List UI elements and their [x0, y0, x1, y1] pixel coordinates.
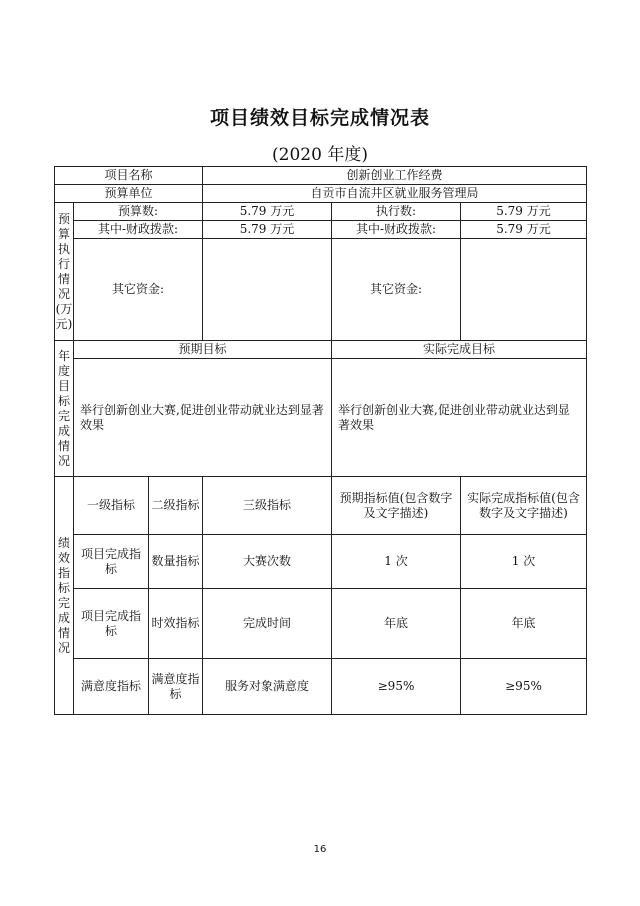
- budget-amount-label: 预算数:: [74, 203, 203, 221]
- row-level1: 满意度指标: [74, 659, 149, 715]
- row-level3: 服务对象满意度: [203, 659, 332, 715]
- actual-goal-header: 实际完成目标: [332, 341, 587, 359]
- row-actual: 年底: [461, 589, 587, 659]
- header-level1: 一级指标: [74, 477, 149, 535]
- table-row: [55, 239, 587, 341]
- row-level2: 时效指标: [149, 589, 203, 659]
- fiscal-value: 5.79 万元: [461, 221, 587, 239]
- budget-amount-value: 5.79 万元: [203, 203, 332, 221]
- table-row: [55, 659, 587, 715]
- performance-table: [54, 166, 587, 715]
- header-expected: 预期指标值(包含数字及文字描述): [332, 477, 461, 535]
- other-funds-label: 其它资金:: [74, 239, 203, 341]
- header-actual: 实际完成指标值(包含数字及文字描述): [461, 477, 587, 535]
- table-row: [55, 221, 587, 239]
- budget-exec-label: 预 算 执 行 情 况 (万 元): [55, 203, 74, 341]
- page-title: 项目绩效目标完成情况表: [209, 107, 430, 129]
- table-row: [55, 341, 587, 359]
- other-funds-value: [203, 239, 332, 341]
- other-funds-label: 其它资金:: [332, 239, 461, 341]
- row-level3: 完成时间: [203, 589, 332, 659]
- header-level2: 二级指标: [149, 477, 203, 535]
- row-actual: 1 次: [461, 535, 587, 589]
- row-expected: ≥95%: [332, 659, 461, 715]
- row-level1: 项目完成指标: [74, 535, 149, 589]
- table-row: [55, 185, 587, 203]
- budget-unit-value: 自贡市自流井区就业服务管理局: [203, 185, 587, 203]
- row-level1: 项目完成指标: [74, 589, 149, 659]
- row-actual: ≥95%: [461, 659, 587, 715]
- project-name-label: 项目名称: [55, 167, 203, 185]
- row-expected: 年底: [332, 589, 461, 659]
- header-level3: 三级指标: [203, 477, 332, 535]
- expected-goal-header: 预期目标: [74, 341, 332, 359]
- other-funds-value: [461, 239, 587, 341]
- table-row: [55, 477, 587, 535]
- row-level3: 大赛次数: [203, 535, 332, 589]
- perf-label: 绩 效 指 标 完 成 情 况: [55, 477, 74, 715]
- fiscal-label: 其中-财政拨款:: [332, 221, 461, 239]
- row-level2: 数量指标: [149, 535, 203, 589]
- budget-unit-label: 预算单位: [55, 185, 203, 203]
- table-row: [55, 535, 587, 589]
- exec-amount-value: 5.79 万元: [461, 203, 587, 221]
- page-number: 16: [313, 844, 327, 855]
- table-row: [55, 589, 587, 659]
- annual-goal-label: 年 度 目 标 完 成 情 况: [55, 341, 74, 477]
- row-expected: 1 次: [332, 535, 461, 589]
- expected-goal-text: 举行创新创业大赛,促进创业带动就业达到显著效果: [74, 359, 332, 477]
- row-level2: 满意度指标: [149, 659, 203, 715]
- actual-goal-text: 举行创新创业大赛,促进创业带动就业达到显著效果: [332, 359, 587, 477]
- fiscal-value: 5.79 万元: [203, 221, 332, 239]
- project-name-value: 创新创业工作经费: [203, 167, 587, 185]
- table-row: [55, 203, 587, 221]
- fiscal-label: 其中-财政拨款:: [74, 221, 203, 239]
- page-subtitle: (2020 年度): [272, 145, 368, 165]
- exec-amount-label: 执行数:: [332, 203, 461, 221]
- table-row: [55, 359, 587, 477]
- table-row: [55, 167, 587, 185]
